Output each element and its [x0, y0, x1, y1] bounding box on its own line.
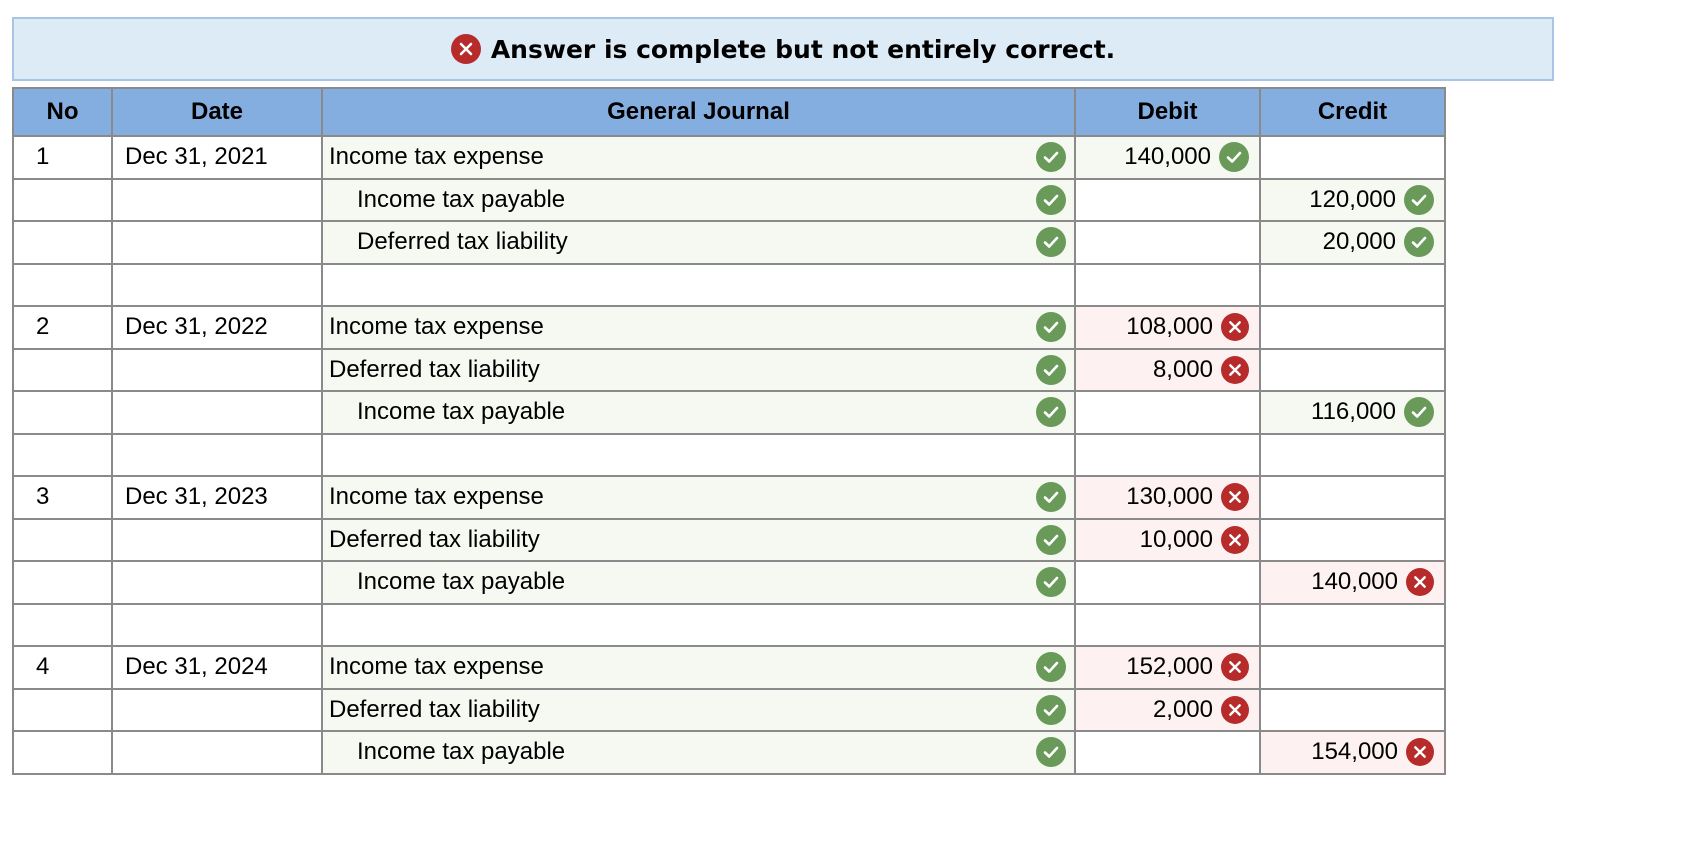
journal-row	[13, 476, 1445, 519]
debit-cell	[1075, 391, 1260, 434]
result-banner	[12, 17, 1554, 81]
debit-cell	[1075, 221, 1260, 264]
x-circle-icon	[1221, 696, 1249, 724]
empty-date-cell	[112, 264, 322, 307]
empty-credit-cell	[1260, 434, 1445, 477]
account-name: Income tax expense	[329, 653, 544, 681]
credit-cell[interactable]	[1260, 391, 1445, 434]
journal-row	[13, 561, 1445, 604]
credit-cell-value: 154,000	[1311, 738, 1398, 766]
debit-cell-value: 140,000	[1124, 143, 1211, 171]
account-name: Income tax expense	[329, 143, 544, 171]
entry-number	[13, 689, 112, 732]
credit-cell	[1260, 476, 1445, 519]
check-circle-icon	[1036, 185, 1066, 215]
credit-cell[interactable]	[1260, 179, 1445, 222]
journal-row	[13, 349, 1445, 392]
entry-number: 2	[13, 306, 112, 349]
check-circle-icon	[1036, 567, 1066, 597]
empty-no-cell	[13, 604, 112, 647]
entry-number: 3	[13, 476, 112, 519]
account-cell[interactable]	[322, 349, 1075, 392]
journal-row	[13, 306, 1445, 349]
empty-credit-cell	[1260, 264, 1445, 307]
debit-cell[interactable]	[1075, 306, 1260, 349]
account-name: Income tax payable	[357, 398, 566, 426]
account-cell[interactable]	[322, 561, 1075, 604]
spacer-row	[13, 264, 1445, 307]
result-message: Answer is complete but not entirely correct.	[490, 34, 1116, 64]
debit-cell-value: 108,000	[1126, 313, 1213, 341]
debit-cell[interactable]	[1075, 136, 1260, 179]
credit-cell	[1260, 646, 1445, 689]
account-name: Deferred tax liability	[329, 695, 540, 723]
credit-cell-value: 20,000	[1322, 228, 1396, 256]
account-cell[interactable]	[322, 731, 1075, 774]
check-circle-icon	[1036, 695, 1066, 725]
header-date: Date	[112, 88, 322, 136]
check-circle-icon	[1036, 525, 1066, 555]
account-name: Income tax expense	[329, 483, 544, 511]
entry-number: 4	[13, 646, 112, 689]
x-circle-icon	[1221, 356, 1249, 384]
check-circle-icon	[1036, 737, 1066, 767]
empty-debit-cell	[1075, 434, 1260, 477]
journal-row	[13, 689, 1445, 732]
x-circle-icon	[451, 34, 481, 64]
debit-cell[interactable]	[1075, 476, 1260, 519]
journal-row	[13, 136, 1445, 179]
debit-cell[interactable]	[1075, 519, 1260, 562]
credit-cell[interactable]	[1260, 561, 1445, 604]
debit-cell[interactable]	[1075, 689, 1260, 732]
check-circle-icon	[1036, 482, 1066, 512]
check-circle-icon	[1036, 312, 1066, 342]
journal-row	[13, 731, 1445, 774]
entry-date: Dec 31, 2022	[112, 306, 322, 349]
x-circle-icon	[1221, 526, 1249, 554]
entry-date	[112, 561, 322, 604]
entry-date	[112, 731, 322, 774]
debit-cell-value: 8,000	[1152, 355, 1213, 383]
empty-no-cell	[13, 434, 112, 477]
credit-cell[interactable]	[1260, 731, 1445, 774]
journal-row	[13, 179, 1445, 222]
check-circle-icon	[1036, 652, 1066, 682]
account-name: Income tax payable	[357, 185, 566, 213]
empty-credit-cell	[1260, 604, 1445, 647]
empty-account-cell	[322, 604, 1075, 647]
entry-date	[112, 391, 322, 434]
journal-row	[13, 391, 1445, 434]
empty-account-cell	[322, 264, 1075, 307]
entry-date	[112, 349, 322, 392]
entry-number	[13, 179, 112, 222]
account-name: Deferred tax liability	[329, 355, 540, 383]
x-circle-icon	[1406, 738, 1434, 766]
account-cell[interactable]	[322, 136, 1075, 179]
spacer-row	[13, 604, 1445, 647]
account-cell[interactable]	[322, 306, 1075, 349]
entry-number	[13, 561, 112, 604]
entry-date: Dec 31, 2023	[112, 476, 322, 519]
spacer-row	[13, 434, 1445, 477]
entry-number	[13, 519, 112, 562]
debit-cell-value: 10,000	[1139, 525, 1213, 553]
header-debit: Debit	[1075, 88, 1260, 136]
credit-cell	[1260, 306, 1445, 349]
header-general-journal: General Journal	[322, 88, 1075, 136]
empty-date-cell	[112, 604, 322, 647]
empty-no-cell	[13, 264, 112, 307]
header-credit: Credit	[1260, 88, 1445, 136]
entry-date	[112, 519, 322, 562]
journal-row	[13, 519, 1445, 562]
journal-table	[12, 87, 1446, 775]
credit-cell[interactable]	[1260, 221, 1445, 264]
empty-debit-cell	[1075, 604, 1260, 647]
account-cell[interactable]	[322, 519, 1075, 562]
account-cell[interactable]	[322, 689, 1075, 732]
credit-cell	[1260, 136, 1445, 179]
header-row	[13, 88, 1445, 136]
debit-cell[interactable]	[1075, 349, 1260, 392]
x-circle-icon	[1221, 653, 1249, 681]
entry-date	[112, 221, 322, 264]
debit-cell	[1075, 561, 1260, 604]
credit-cell	[1260, 689, 1445, 732]
entry-number: 1	[13, 136, 112, 179]
account-name: Deferred tax liability	[357, 228, 568, 256]
entry-date: Dec 31, 2021	[112, 136, 322, 179]
entry-number	[13, 221, 112, 264]
entry-date	[112, 689, 322, 732]
debit-cell	[1075, 179, 1260, 222]
credit-cell-value: 116,000	[1311, 398, 1396, 426]
entry-number	[13, 731, 112, 774]
entry-date	[112, 179, 322, 222]
account-name: Income tax payable	[357, 738, 566, 766]
debit-cell	[1075, 731, 1260, 774]
header-no: No	[13, 88, 112, 136]
account-name: Income tax expense	[329, 313, 544, 341]
entry-number	[13, 349, 112, 392]
check-circle-icon	[1036, 227, 1066, 257]
x-circle-icon	[1406, 568, 1434, 596]
account-name: Income tax payable	[357, 568, 566, 596]
account-cell[interactable]	[322, 179, 1075, 222]
debit-cell-value: 130,000	[1126, 483, 1213, 511]
check-circle-icon	[1036, 142, 1066, 172]
check-circle-icon	[1219, 142, 1249, 172]
debit-cell-value: 2,000	[1152, 695, 1213, 723]
account-cell[interactable]	[322, 221, 1075, 264]
account-cell[interactable]	[322, 391, 1075, 434]
x-circle-icon	[1221, 313, 1249, 341]
empty-debit-cell	[1075, 264, 1260, 307]
debit-cell[interactable]	[1075, 646, 1260, 689]
x-circle-icon	[1221, 483, 1249, 511]
journal-row	[13, 646, 1445, 689]
check-circle-icon	[1036, 397, 1066, 427]
check-circle-icon	[1036, 355, 1066, 385]
account-cell[interactable]	[322, 476, 1075, 519]
credit-cell	[1260, 349, 1445, 392]
credit-cell-value: 120,000	[1309, 185, 1396, 213]
account-name: Deferred tax liability	[329, 525, 540, 553]
account-cell[interactable]	[322, 646, 1075, 689]
entry-date: Dec 31, 2024	[112, 646, 322, 689]
empty-account-cell	[322, 434, 1075, 477]
entry-number	[13, 391, 112, 434]
check-circle-icon	[1404, 185, 1434, 215]
debit-cell-value: 152,000	[1126, 653, 1213, 681]
journal-row	[13, 221, 1445, 264]
credit-cell	[1260, 519, 1445, 562]
credit-cell-value: 140,000	[1311, 568, 1398, 596]
check-circle-icon	[1404, 397, 1434, 427]
check-circle-icon	[1404, 227, 1434, 257]
empty-date-cell	[112, 434, 322, 477]
